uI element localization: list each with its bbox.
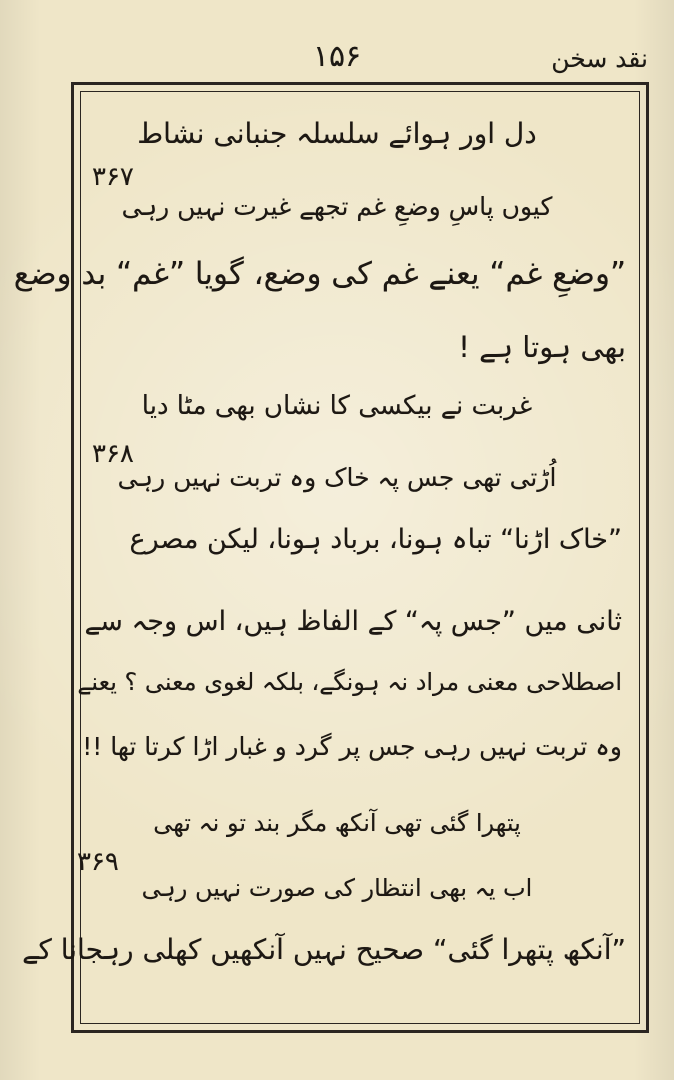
page-number: ۱۵۶ bbox=[312, 39, 362, 74]
verse-line-4: پتھرا گئی تھی آنکھ مگر بند تو نہ تھی bbox=[153, 809, 521, 837]
verse-line-1: کیوں پاسِ وضعِ غم تجھے غیرت نہیں رہی bbox=[121, 192, 553, 221]
verse-number-367: ۳۶۷ bbox=[92, 162, 134, 192]
book-title: نقد سخن bbox=[551, 44, 648, 73]
commentary-line-1: ”وضعِ غم“ یعنے غم کی وضع، گویا ”غم“ بد وضع bbox=[13, 256, 626, 292]
section-title: دل اور ہوائے سلسلہ جنبانی نشاط bbox=[137, 117, 537, 150]
commentary-line-4: ثانی میں ”جس پہ“ کے الفاظ ہیں، اس وجہ سے bbox=[84, 606, 622, 637]
commentary-line-2: بھی ہوتا ہے ! bbox=[458, 330, 626, 364]
verse-line-3: اُڑتی تھی جس پہ خاک وہ تربت نہیں رہی bbox=[117, 463, 557, 492]
commentary-line-5: اصطلاحی معنی مراد نہ ہونگے، بلکہ لغوی معنی ؟ یعنے bbox=[77, 668, 622, 696]
commentary-line-7: ”آنکھ پتھرا گئی“ صحیح نہیں آنکھیں کھلی رہجانا کے bbox=[22, 933, 626, 966]
verse-line-5: اب یہ بھی انتظار کی صورت نہیں رہی bbox=[141, 874, 533, 902]
commentary-line-3: ”خاک اڑنا“ تباہ ہونا، برباد ہونا، لیکن مصرع bbox=[129, 524, 622, 555]
verse-number-369: ۳۶۹ bbox=[77, 847, 119, 877]
verse-line-2: غربت نے بیکسی کا نشاں بھی مٹا دیا bbox=[141, 391, 533, 421]
verse-number-368: ۳۶۸ bbox=[92, 439, 134, 469]
commentary-line-6: وہ تربت نہیں رہی جس پر گرد و غبار اڑا کرتا تھا !! bbox=[82, 732, 622, 761]
